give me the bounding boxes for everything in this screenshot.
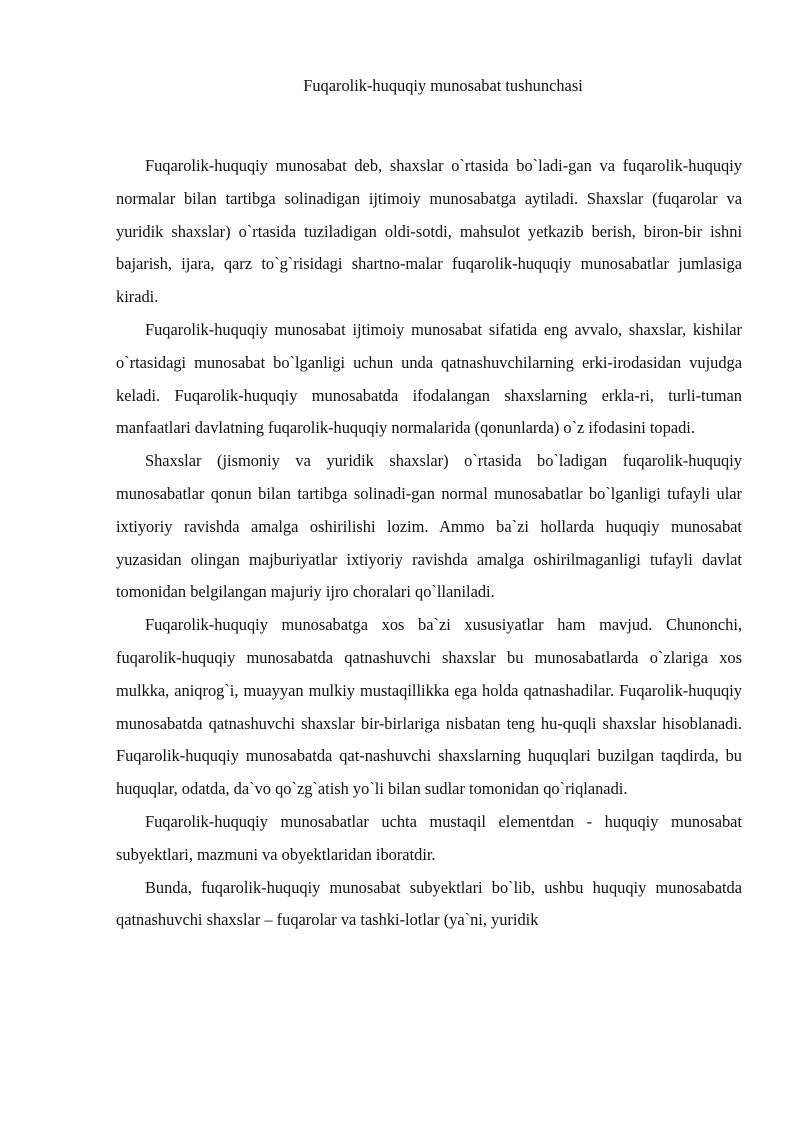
paragraph-2: Fuqarolik-huquqiy munosabat ijtimoiy munosabat sifatida eng avvalo, shaxslar, kishilar o`rtasidagi munosabat bo`lganligi uchun unda qatnashuvchilarning erki-irodasidan vujudga keladi. Fuqarolik-huquqiy munosabatda ifodalangan shaxslarning erkla-ri, turli-tuman manfaatlari davlatning fuqarolik-huquqiy normalarida (qonunlarda) o`z ifodasini topadi. (116, 319, 742, 438)
paragraph-1: Fuqarolik-huquqiy munosabat deb, shaxslar o`rtasida bo`ladi-gan va fuqarolik-huquqiy normalar bilan tartibga solinadigan ijtimoiy munosabatga aytiladi. Shaxslar (fuqarolar va yuridik shaxslar) o`rtasida tuziladigan oldi-sotdi, mahsulot yetkazib berish, biron-bir ishni bajarish, ijara, qarz to`g`risidagi shartno-malar fuqarolik-huquqiy munosabatlar jumlasiga kiradi. (116, 156, 742, 307)
page-title: Fuqarolik-huquqiy munosabat tushunchasi (303, 76, 583, 95)
document-body (116, 150, 742, 937)
paragraph-4: Fuqarolik-huquqiy munosabatga xos ba`zi xususiyatlar ham mavjud. Chunonchi, fuqarolik-huquqiy munosabatda qatnashuvchi shaxslar bu munosabatlarda o`zlariga xos mulkka, aniqrog`i, muayyan mulkiy mustaqillikka ega holda qatnashadilar. Fuqarolik-huquqiy munosabatda qatnashuvchi shaxslar bir-birlariga nisbatan teng hu-quqli shaxslar hisoblanadi. Fuqarolik-huquqiy munosabatda qat-nashuvchi shaxslarning huquqlari buzilgan taqdirda, bu huquqlar, odatda, da`vo qo`zg`atish yo`li bilan sudlar tomonidan qo`riqlanadi. (116, 615, 742, 799)
paragraph-5: Fuqarolik-huquqiy munosabatlar uchta mustaqil elementdan - huquqiy munosabat subyektlari, mazmuni va obyektlaridan iboratdir. (116, 811, 742, 864)
paragraph-6: Bunda, fuqarolik-huquqiy munosabat subyektlari bo`lib, ushbu huquqiy munosabatda qatnashuvchi shaxslar – fuqarolar va tashki-lotlar (ya`ni, yuridik (116, 877, 742, 930)
paragraph-3: Shaxslar (jismoniy va yuridik shaxslar) o`rtasida bo`ladigan fuqarolik-huquqiy munosabatlar qonun bilan tartibga solinadi-gan normal munosabatlar bo`lganligi tufayli ular ixtiyoriy ravishda amalga oshirilishi lozim. Ammo ba`zi hollarda huquqiy munosabat yuzasidan olingan majburiyatlar ixtiyoriy ravishda amalga oshirilmaganligi tufayli davlat tomonidan belgilangan majuriy ijro choralari qo`llaniladi. (116, 451, 742, 602)
